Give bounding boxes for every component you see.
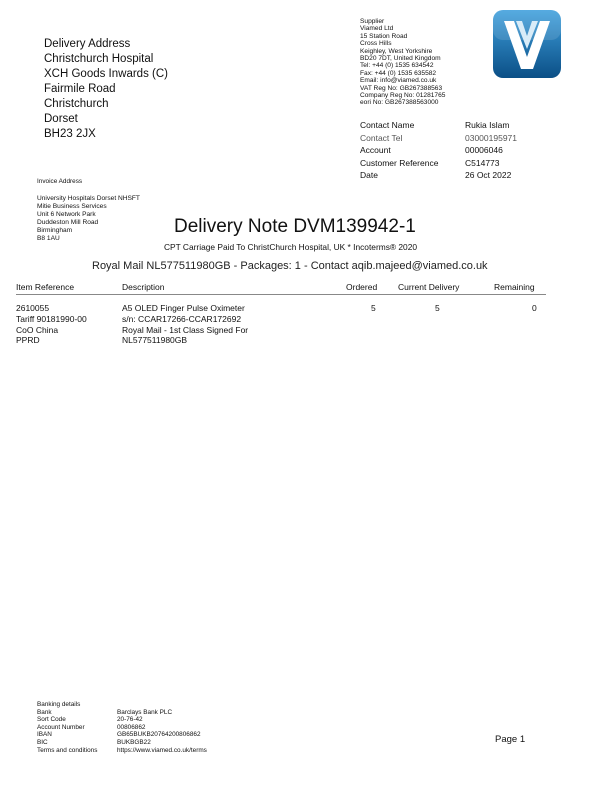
description-line: NL577511980GB xyxy=(122,335,188,346)
supplier-line: Viamed Ltd xyxy=(360,25,394,33)
supplier-line: BD20 7DT, United Kingdom xyxy=(360,55,441,63)
account-label: Account xyxy=(360,145,391,156)
shipping-info: Royal Mail NL577511980GB - Packages: 1 - Contact aqib.majeed@viamed.co.uk xyxy=(92,260,488,272)
banking-key: IBAN xyxy=(37,731,52,739)
viamed-v-logo-icon xyxy=(492,9,562,79)
delivery-address-line: Dorset xyxy=(44,113,78,125)
date-label: Date xyxy=(360,170,378,181)
banking-row xyxy=(37,716,207,724)
supplier-line: Fax: +44 (0) 1535 635582 xyxy=(360,69,437,77)
page-number: Page 1 xyxy=(495,734,526,745)
supplier-line: Company Reg No: 01281765 xyxy=(360,92,446,100)
account-value: 00006046 xyxy=(465,145,503,156)
banking-row xyxy=(37,724,207,732)
delivery-address-line: BH23 2JX xyxy=(44,128,96,140)
contact-name-label: Contact Name xyxy=(360,120,415,130)
terms-link[interactable]: https://www.viamed.co.uk/terms xyxy=(117,746,207,754)
banking-value: GB65BUKB20764200806862 xyxy=(117,731,201,739)
customer-reference-value: C514773 xyxy=(465,157,500,168)
banking-row xyxy=(37,709,207,717)
description-line: Royal Mail - 1st Class Signed For xyxy=(122,324,249,335)
supplier-heading: Supplier xyxy=(360,18,385,25)
invoice-address-line: B8 1AU xyxy=(37,235,60,242)
supplier-line: Keighley, West Yorkshire xyxy=(360,47,433,55)
document-title: Delivery Note DVM139942-1 xyxy=(174,216,416,237)
column-header-remaining: Remaining xyxy=(494,282,535,292)
contact-tel-label: Contact Tel xyxy=(360,132,403,143)
banking-key: Sort Code xyxy=(37,716,66,724)
contact-row xyxy=(360,132,517,145)
delivery-address xyxy=(44,37,168,142)
delivery-address-line: XCH Goods Inwards (C) xyxy=(44,68,168,80)
description-line: s/n: CCAR17266-CCAR172692 xyxy=(122,313,242,324)
contact-tel-value: 03000195971 xyxy=(465,132,518,143)
banking-row xyxy=(37,747,207,755)
column-header-item: Item Reference xyxy=(16,282,75,292)
supplier-line: Cross Hills xyxy=(360,40,392,48)
delivery-address-line: Christchurch Hospital xyxy=(44,53,154,65)
supplier-line: VAT Reg No: GB267388563 xyxy=(360,84,443,92)
contact-row xyxy=(360,157,517,170)
banking-key: BIC xyxy=(37,738,48,746)
item-reference-line: 2610055 xyxy=(16,303,50,313)
items-table-header xyxy=(16,282,546,295)
description-line: A5 OLED Finger Pulse Oximeter xyxy=(122,303,245,313)
banking-value: Barclays Bank PLC xyxy=(117,708,173,716)
invoice-address-line: University Hospitals Dorset NHSFT xyxy=(37,195,140,202)
banking-row xyxy=(37,731,207,739)
supplier-line: Tel: +44 (0) 1535 634542 xyxy=(360,62,434,70)
banking-row xyxy=(37,701,207,709)
contact-row xyxy=(360,119,517,132)
invoice-address xyxy=(37,195,140,243)
customer-reference-label: Customer Reference xyxy=(360,157,439,168)
item-reference-line: CoO China xyxy=(16,324,59,335)
item-reference-cell xyxy=(16,303,87,346)
item-reference-line: PPRD xyxy=(16,335,40,346)
banking-details xyxy=(37,701,207,754)
supplier-details xyxy=(360,18,445,107)
contact-row xyxy=(360,144,517,157)
supplier-line: Email: info@viamed.co.uk xyxy=(360,77,437,85)
invoice-address-line: Mitie Business Services xyxy=(37,203,107,210)
supplier-line: eori No: GB267388563000 xyxy=(360,99,439,107)
banking-value: 00806862 xyxy=(117,723,146,731)
banking-key: Account Number xyxy=(37,723,85,731)
banking-key: Bank xyxy=(37,708,52,716)
banking-value: 20-76-42 xyxy=(117,716,143,724)
contact-name-value: Rukia Islam xyxy=(465,120,510,130)
date-value: 26 Oct 2022 xyxy=(465,170,512,181)
delivery-address-heading: Delivery Address xyxy=(44,38,131,50)
description-cell xyxy=(122,303,248,346)
banking-key: Terms and conditions xyxy=(37,746,98,754)
supplier-line: 15 Station Road xyxy=(360,32,408,40)
banking-value: BUKBGB22 xyxy=(117,738,151,746)
item-reference-line: Tariff 90181990-00 xyxy=(16,313,87,324)
column-header-description: Description xyxy=(122,282,165,292)
contact-details xyxy=(360,119,517,182)
remaining-cell: 0 xyxy=(532,303,537,313)
carriage-terms: CPT Carriage Paid To ChristChurch Hospital, UK * Incoterms® 2020 xyxy=(164,242,418,252)
delivery-address-line: Fairmile Road xyxy=(44,83,116,95)
banking-heading: Banking details xyxy=(37,701,81,708)
delivery-address-line: Christchurch xyxy=(44,98,109,110)
invoice-address-heading: Invoice Address xyxy=(37,178,83,185)
contact-row xyxy=(360,169,517,182)
column-header-current-delivery: Current Delivery xyxy=(398,282,460,292)
column-header-ordered: Ordered xyxy=(346,282,378,292)
invoice-address-line: Duddeston Mill Road xyxy=(37,219,99,226)
banking-row xyxy=(37,739,207,747)
ordered-cell: 5 xyxy=(371,303,376,313)
invoice-address-line: Birmingham xyxy=(37,227,73,234)
current-delivery-cell: 5 xyxy=(435,303,440,313)
invoice-address-line: Unit 6 Network Park xyxy=(37,211,96,218)
